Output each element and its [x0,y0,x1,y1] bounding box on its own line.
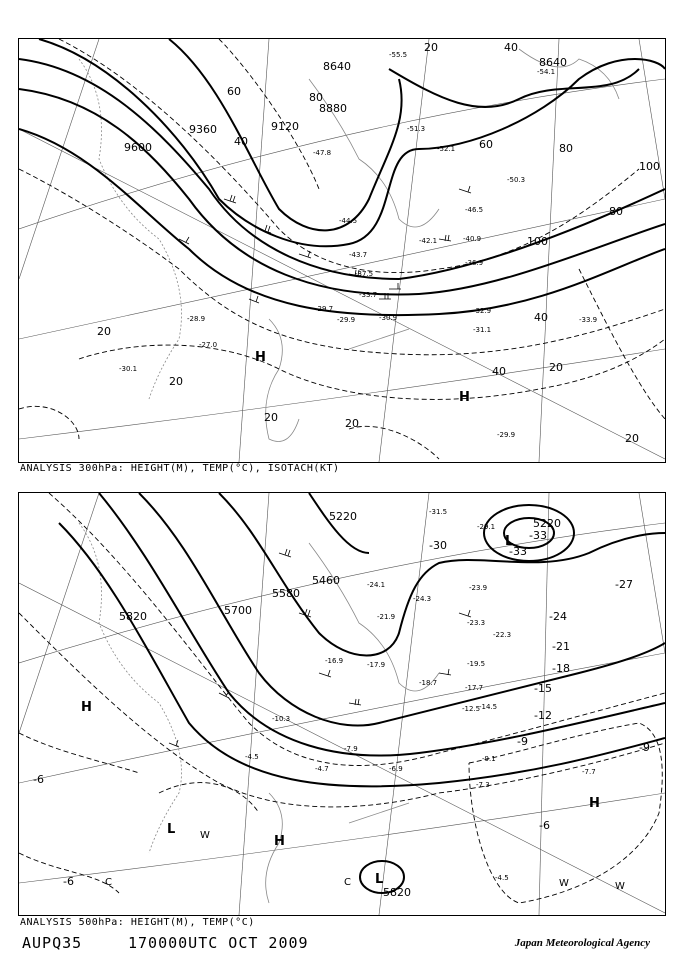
station-value: -19.5 [467,660,486,668]
station-value: -12.5 [462,705,481,713]
station-value: -9.1 [482,755,496,763]
height-label: 5700 [224,604,252,617]
graticule-500 [19,493,665,915]
temperature-label: -29.7 [315,305,334,313]
temperature-label: -55.5 [389,51,408,59]
isotherm-label: -6 [539,819,550,832]
temperature-label: -47.8 [313,149,332,157]
height-label: 9360 [189,123,217,136]
temperature-label: -29.9 [497,431,516,439]
temperature-label: -37.5 [355,270,374,278]
temperature-label: -46.5 [465,206,484,214]
isotherm-label: -24 [549,610,567,623]
chart-300hpa [18,38,666,463]
isotach-label: 100 [639,160,660,173]
isotach-label: 20 [345,417,359,430]
station-value: -17.7 [465,684,484,692]
station-value: -7.3 [476,781,490,789]
temperature-label: -29.9 [337,316,356,324]
station-value: -14.5 [479,703,498,711]
isotherm-label: -9 [517,735,528,748]
height-label: 5220 [533,517,561,530]
temperature-label: -44.5 [339,217,358,225]
station-value: -18.7 [419,679,438,687]
isotach-label: 20 [549,361,563,374]
station-value: -24.1 [367,581,386,589]
isotach-label: 40 [534,311,548,324]
isotherm-label: -6 [63,875,74,888]
height-label: 8640 [539,56,567,69]
isotach-label: 40 [504,41,518,54]
temperature-label: -43.7 [349,251,368,259]
isotach-label: 20 [169,375,183,388]
warm-center: W [615,881,625,892]
station-value: -21.9 [377,613,396,621]
isotherm-label: -12 [534,709,552,722]
station-value: -17.9 [367,661,386,669]
temperature-label: -51.3 [407,125,426,133]
height-label: 5580 [272,587,300,600]
isotach-label: 20 [424,41,438,54]
isotherm-label: -30 [429,539,447,552]
temperature-label: -50.3 [507,176,526,184]
caption-500hpa: ANALYSIS 500hPa: HEIGHT(M), TEMP(°C) [20,917,255,928]
height-label: 5820 [383,886,411,899]
station-value: -24.3 [413,595,432,603]
height-contours-500 [59,493,665,893]
temperature-label: -30.1 [119,365,138,373]
height-label: 9120 [271,120,299,133]
temperature-label: -28.9 [187,315,206,323]
isotach-label: 100 [527,235,548,248]
height-label: 9600 [124,141,152,154]
height-label: 5220 [329,510,357,523]
valid-time: 170000UTC OCT 2009 [128,934,309,952]
cold-center: C [105,877,112,888]
low-pressure-center: L [505,534,514,549]
temperature-label: -30.9 [379,314,398,322]
isotach-label: 20 [97,325,111,338]
temperature-label: -32.9 [473,307,492,315]
isotherm-label: -6 [33,773,44,786]
station-value: -29.1 [477,523,496,531]
coastlines-500 [79,523,439,903]
high-pressure-center: H [81,700,92,715]
height-label: 8640 [323,60,351,73]
isotherm-label: -33 [529,529,547,542]
temperature-label: -42.1 [419,237,438,245]
height-contours-300 [19,39,665,315]
temperature-label: -54.1 [537,68,556,76]
isotherm-label: -21 [552,640,570,653]
isotach-label: 20 [625,432,639,445]
agency-name: Japan Meteorological Agency [514,937,650,949]
cold-center: C [344,877,351,888]
isotach-label: 40 [492,365,506,378]
map-500hpa [19,493,665,915]
temperature-label: -31.1 [473,326,492,334]
high-pressure-center: H [255,350,266,365]
isotherm-label: -15 [534,682,552,695]
temperature-label: -40.9 [463,235,482,243]
warm-center: W [559,878,569,889]
isotach-label: 60 [227,85,241,98]
isotach-label: 80 [309,91,323,104]
isotherms-500 [19,493,665,903]
isotach-label: 80 [559,142,573,155]
high-pressure-center: H [459,390,470,405]
low-pressure-center: L [167,822,176,837]
temperature-label: -52.1 [437,145,456,153]
station-value: -16.9 [325,657,344,665]
caption-300hpa: ANALYSIS 300hPa: HEIGHT(M), TEMP(°C), ISOTACH(KT) [20,463,340,474]
station-value: -22.3 [493,631,512,639]
temperature-label: -36.9 [465,259,484,267]
station-value: -10.3 [272,715,291,723]
station-value: -31.5 [429,508,448,516]
height-label: 5820 [119,610,147,623]
station-value: -23.3 [467,619,486,627]
low-pressure-center: L [375,872,384,887]
isotach-label: 20 [264,411,278,424]
isotach-label: 60 [479,138,493,151]
isotherm-label: -27 [615,578,633,591]
height-label: 5460 [312,574,340,587]
chart-500hpa [18,492,666,916]
map-300hpa [19,39,665,462]
station-value: -4.7 [315,765,329,773]
station-value: -23.9 [469,584,488,592]
warm-center: W [200,830,210,841]
height-label: 8880 [319,102,347,115]
temperature-label: -27.0 [199,341,218,349]
station-value: -4.5 [495,874,509,882]
temperature-label: -33.7 [359,291,378,299]
high-pressure-center: H [589,796,600,811]
isotherm-label: -9 [639,741,650,754]
isotach-label: 80 [609,205,623,218]
isotherm-label: -33 [509,545,527,558]
isotach-label: 40 [234,135,248,148]
station-value: -7.9 [344,745,358,753]
station-value: -6.9 [389,765,403,773]
station-value: -4.5 [245,753,259,761]
isotherm-label: -18 [552,662,570,675]
temperature-label: -33.9 [579,316,598,324]
station-value: -7.7 [582,768,596,776]
product-id: AUPQ35 [22,934,83,952]
high-pressure-center: H [274,834,285,849]
